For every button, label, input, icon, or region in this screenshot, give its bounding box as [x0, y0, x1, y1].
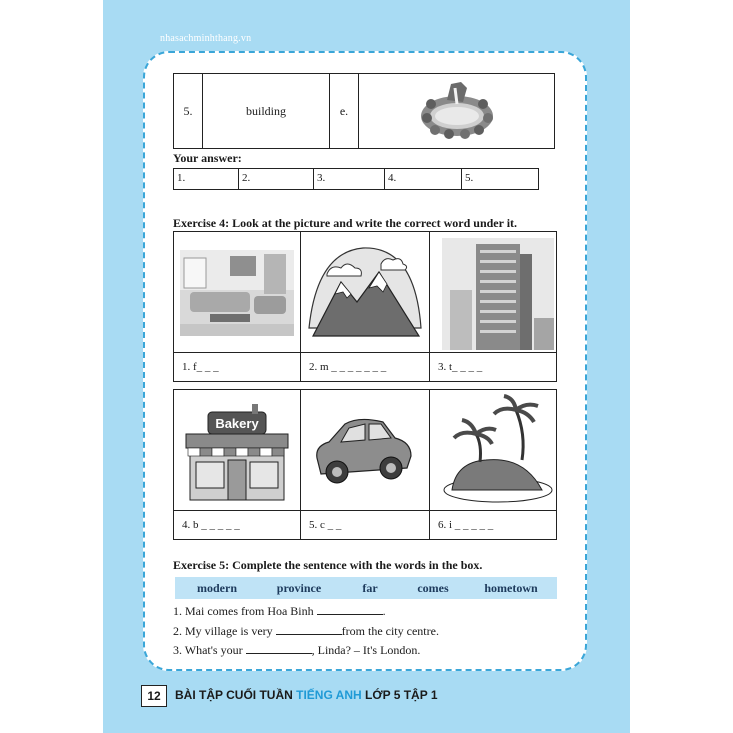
exercise4-heading: Exercise 4: Look at the picture and write the correct word under it.: [173, 216, 518, 230]
answer-field-5[interactable]: 5.: [462, 169, 539, 190]
pond-icon: [417, 78, 497, 140]
exercise4-grid-row2: [173, 389, 557, 540]
car-icon: [311, 412, 415, 492]
word-box: [175, 577, 557, 599]
tower-building-photo: [442, 238, 554, 350]
your-answer-label: Your answer:: [173, 151, 242, 165]
caption-3[interactable]: 3. t_ _ _ _: [430, 353, 557, 382]
picture-cell: [430, 390, 557, 511]
mountain-icon: [307, 242, 423, 346]
row-letter: e.: [330, 74, 359, 149]
row-word: building: [203, 74, 330, 149]
sentence-2: [173, 624, 439, 639]
watermark: nhasachminhthang.vn: [160, 33, 252, 44]
word-box-item: hometown: [484, 580, 538, 595]
word-box-item: far: [362, 580, 378, 595]
answer-field-4[interactable]: 4.: [385, 169, 462, 190]
caption-4[interactable]: 4. b _ _ _ _ _: [174, 511, 301, 540]
picture-cell: [301, 232, 430, 353]
sentence-3-end: , Linda? – It's London.: [311, 643, 421, 657]
sentence-1-end: .: [382, 604, 386, 618]
sentence-1: [173, 604, 386, 619]
bakery-sign-text: Bakery: [215, 416, 259, 431]
book-title-part: BÀI TẬP CUỐI TUẦN: [175, 688, 297, 702]
sentence-3: [173, 643, 420, 658]
sentence-1-blank[interactable]: [317, 614, 383, 615]
book-title: [175, 688, 438, 702]
word-box-item: province: [276, 580, 322, 595]
book-title-accent: TIẾNG ANH: [296, 688, 362, 702]
picture-cell: [301, 390, 430, 511]
caption-1[interactable]: 1. f_ _ _: [174, 353, 301, 382]
sentence-1-text: 1. Mai comes from Hoa Binh: [173, 604, 317, 618]
exercise4-grid-row1: [173, 231, 557, 382]
matching-table: [173, 73, 555, 149]
island-icon: [438, 394, 554, 506]
picture-cell: [174, 390, 301, 511]
answer-field-2[interactable]: 2.: [239, 169, 314, 190]
answer-field-1[interactable]: 1.: [174, 169, 239, 190]
row-number: 5.: [174, 74, 203, 149]
answer-field-3[interactable]: 3.: [314, 169, 385, 190]
page-number: 12: [141, 685, 167, 707]
word-box-item: modern: [197, 580, 237, 595]
book-title-part: LỚP 5 TẬP 1: [361, 688, 438, 702]
caption-6[interactable]: 6. i _ _ _ _ _: [430, 511, 557, 540]
sentence-2-end: from the city centre.: [341, 624, 439, 638]
table-row: [174, 74, 555, 149]
sentence-2-blank[interactable]: [276, 634, 342, 635]
caption-2[interactable]: 2. m _ _ _ _ _ _ _: [301, 353, 430, 382]
exercise5-heading: Exercise 5: Complete the sentence with the words in the box.: [173, 558, 483, 572]
word-box-item: comes: [417, 580, 449, 595]
sentence-2-text: 2. My village is very: [173, 624, 276, 638]
answer-table: [173, 168, 539, 190]
sentence-3-text: 3. What's your: [173, 643, 246, 657]
picture-cell: [174, 232, 301, 353]
bakery-icon: [182, 402, 292, 502]
sentence-3-blank[interactable]: [246, 653, 312, 654]
caption-5[interactable]: 5. c _ _: [301, 511, 430, 540]
pond-picture-cell: [359, 74, 555, 149]
picture-cell: [430, 232, 557, 353]
living-room-photo: [180, 250, 294, 336]
